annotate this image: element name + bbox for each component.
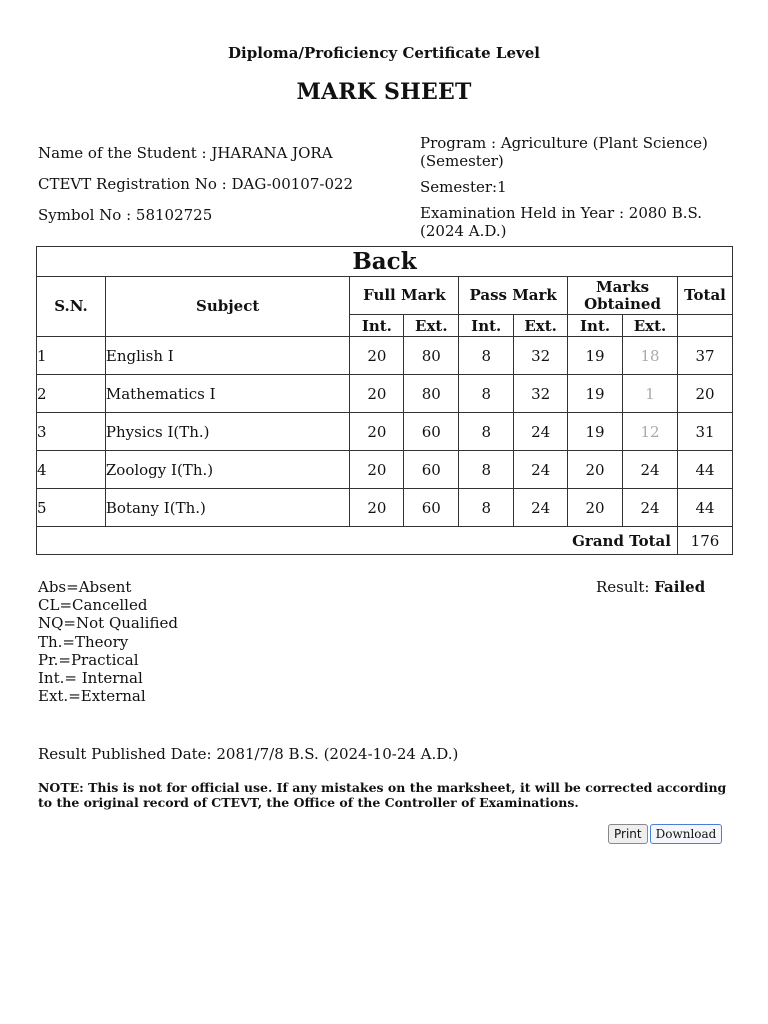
cell-full-ext: 60 <box>404 413 459 451</box>
result <box>596 578 705 596</box>
grand-total-row <box>37 527 733 555</box>
cell-full-ext: 60 <box>404 489 459 527</box>
table-row <box>37 451 733 489</box>
result-label: Result: <box>596 578 650 596</box>
certificate-level: Diploma/Proficiency Certificate Level <box>228 44 540 62</box>
program-info <box>420 134 740 248</box>
cell-pass-ext: 24 <box>514 413 568 451</box>
cell-subject: English I <box>105 337 350 375</box>
legend-item: Ext.=External <box>38 687 146 706</box>
print-button[interactable]: Print <box>608 824 648 844</box>
cell-full-ext: 80 <box>404 375 459 413</box>
table-row <box>37 375 733 413</box>
published-date: Result Published Date: 2081/7/8 B.S. (2024-10-24 A.D.) <box>38 745 459 763</box>
cell-subject: Mathematics I <box>105 375 350 413</box>
student-name: Name of the Student : JHARANA JORA <box>38 144 333 162</box>
cell-pass-int: 8 <box>459 413 514 451</box>
registration-number: CTEVT Registration No : DAG-00107-022 <box>38 175 354 193</box>
header-pass-ext: Ext. <box>514 315 568 337</box>
table-row <box>37 413 733 451</box>
cell-obt-ext: 24 <box>623 489 678 527</box>
grand-total-label: Grand Total <box>37 527 678 555</box>
header-full-int: Int. <box>350 315 404 337</box>
legend-item: NQ=Not Qualified <box>38 614 178 633</box>
header-pass-mark: Pass Mark <box>459 277 568 315</box>
cell-total: 20 <box>677 375 732 413</box>
semester: Semester:1 <box>420 178 507 196</box>
cell-obt-int: 20 <box>568 489 623 527</box>
student-info <box>38 144 353 237</box>
action-buttons <box>608 824 722 844</box>
cell-obt-ext-failed: 12 <box>623 413 678 451</box>
cell-obt-int: 19 <box>568 337 623 375</box>
header-obt-int: Int. <box>568 315 623 337</box>
cell-pass-int: 8 <box>459 375 514 413</box>
cell-subject: Zoology I(Th.) <box>105 451 350 489</box>
header-total-blank <box>677 315 732 337</box>
cell-total: 44 <box>677 489 732 527</box>
legend-item: CL=Cancelled <box>38 596 148 615</box>
cell-sn: 1 <box>37 337 106 375</box>
table-row <box>37 337 733 375</box>
cell-subject: Physics I(Th.) <box>105 413 350 451</box>
cell-total: 44 <box>677 451 732 489</box>
cell-pass-ext: 24 <box>514 489 568 527</box>
cell-pass-int: 8 <box>459 451 514 489</box>
header-full-mark: Full Mark <box>350 277 459 315</box>
legend-item: Th.=Theory <box>38 632 129 651</box>
cell-obt-ext: 24 <box>623 451 678 489</box>
program-name: Program : Agriculture (Plant Science) (Semester) <box>420 134 708 170</box>
cell-pass-ext: 32 <box>514 375 568 413</box>
header-total: Total <box>677 277 732 315</box>
cell-obt-int: 20 <box>568 451 623 489</box>
cell-obt-int: 19 <box>568 413 623 451</box>
legend-item: Abs=Absent <box>38 578 132 596</box>
cell-full-int: 20 <box>350 451 404 489</box>
cell-full-ext: 80 <box>404 337 459 375</box>
legend-item: Int.= Internal <box>38 669 143 688</box>
cell-full-int: 20 <box>350 337 404 375</box>
cell-pass-ext: 24 <box>514 451 568 489</box>
cell-pass-int: 8 <box>459 337 514 375</box>
cell-sn: 3 <box>37 413 106 451</box>
cell-sn: 5 <box>37 489 106 527</box>
cell-full-int: 20 <box>350 413 404 451</box>
cell-pass-int: 8 <box>459 489 514 527</box>
cell-full-ext: 60 <box>404 451 459 489</box>
cell-obt-ext-failed: 18 <box>623 337 678 375</box>
abbreviation-legend <box>38 578 178 705</box>
exam-year: Examination Held in Year : 2080 B.S. (2024 A.D.) <box>420 204 703 240</box>
table-caption: Back <box>37 247 733 277</box>
legend-item: Pr.=Practical <box>38 650 139 669</box>
header-subject: Subject <box>105 277 350 337</box>
cell-total: 37 <box>677 337 732 375</box>
header-marks-obtained: Marks Obtained <box>568 277 678 315</box>
download-button[interactable]: Download <box>650 824 723 844</box>
symbol-number: Symbol No : 58102725 <box>38 206 213 224</box>
grand-total-value: 176 <box>677 527 732 555</box>
page-title: MARK SHEET <box>296 79 472 105</box>
cell-obt-ext-failed: 1 <box>623 375 678 413</box>
marks-table <box>36 246 733 555</box>
cell-total: 31 <box>677 413 732 451</box>
cell-full-int: 20 <box>350 375 404 413</box>
header-pass-int: Int. <box>459 315 514 337</box>
cell-sn: 4 <box>37 451 106 489</box>
cell-subject: Botany I(Th.) <box>105 489 350 527</box>
cell-obt-int: 19 <box>568 375 623 413</box>
header-full-ext: Ext. <box>404 315 459 337</box>
disclaimer-note: NOTE: This is not for official use. If any mistakes on the marksheet, it will be corrected according to the original record of CTEVT, the Office of the Controller of Examinations. <box>38 780 727 810</box>
cell-sn: 2 <box>37 375 106 413</box>
cell-full-int: 20 <box>350 489 404 527</box>
header-obt-ext: Ext. <box>623 315 678 337</box>
cell-pass-ext: 32 <box>514 337 568 375</box>
result-value: Failed <box>654 578 706 596</box>
table-row <box>37 489 733 527</box>
header-sn: S.N. <box>37 277 106 337</box>
